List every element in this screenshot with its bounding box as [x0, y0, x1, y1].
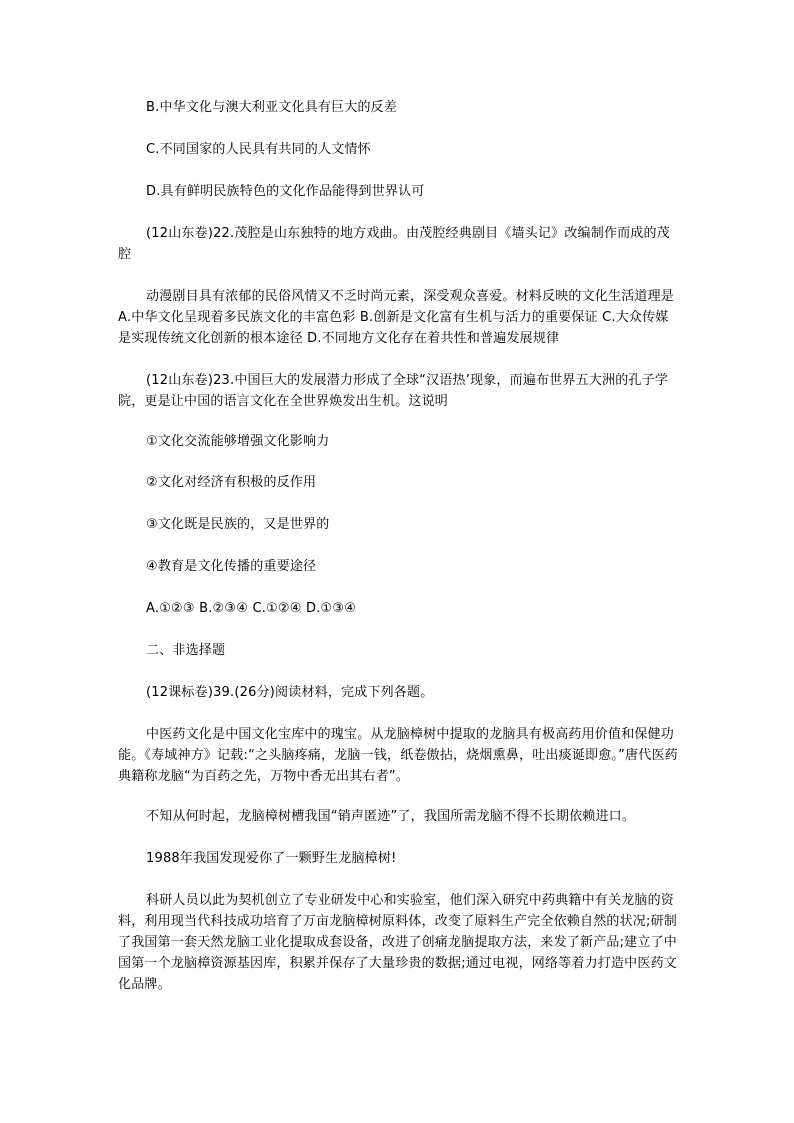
option-b: B.中华文化与澳大利亚文化具有巨大的反差 [146, 100, 398, 115]
material-paragraph-4: 科研人员以此为契机创立了专业研发中心和实验室，他们深入研究中药典籍中有关龙脑的资料，利用现当代科技成功培育了万亩龙脑樟树原料体，改变了原料生产完全依赖自然的状况;研制了我国第一套天然龙脑工业化提取成套设备，改进了创痛龙脑提取方法，来发了新产品;建立了中国第一个龙脑樟资源基因库，积累并保存了大量珍贵的数据;通过电视，网络等着力打造中医药文化品牌。 [118, 893, 677, 992]
question-22-body: 动漫剧目具有浓郁的民俗风情又不乏时尚元素，深受观众喜爱。材料反映的文化生活道理是 A.中华文化呈现着多民族文化的丰富色彩 B.创新是文化富有生机与活力的重要保证 C.大众传媒是实现传统文化创新的根本途径 D.不同地方文化存在着共性和普遍发展规律 [118, 289, 675, 346]
statement-2: ②文化对经济有积极的反作用 [146, 475, 317, 490]
material-paragraph-3: 1988年我国发现爱你了一颗野生龙脑樟树! [146, 851, 397, 866]
statement-4: ④教育是文化传播的重要途径 [146, 559, 317, 574]
section-heading: 二、非选择题 [146, 643, 226, 658]
question-39-stem: (12课标卷)39.(26分)阅读材料，完成下列各题。 [146, 685, 434, 700]
material-paragraph-2: 不知从何时起，龙脑樟树槽我国“销声匿迹”了，我国所需龙脑不得不长期依赖进口。 [146, 809, 636, 824]
option-d: D.具有鲜明民族特色的文化作品能得到世界认可 [146, 184, 425, 199]
question-23-stem: (12山东卷)23.中国巨大的发展潜力形成了全球“汉语热’现象，而遍布世界五大洲的孔子学院，更是让中国的语言文化在全世界焕发出生机。这说明 [118, 373, 669, 409]
option-c: C.不同国家的人民具有共同的人文情怀 [146, 142, 371, 157]
question-22-stem: (12山东卷)22.茂腔是山东独特的地方戏曲。由茂腔经典剧目《墙头记》改编制作而成的茂腔 [118, 226, 670, 262]
statement-3: ③文化既是民族的，又是世界的 [146, 517, 330, 532]
material-paragraph-1: 中医药文化是中国文化宝库中的瑰宝。从龙脑樟树中提取的龙脑具有极高药用价值和保健功能。《寿域神方》记载:“之头脑疼痛，龙脑一钱，纸卷傲拈，烧烟熏鼻，吐出痰诞即愈。”唐代医药典籍称龙脑“为百药之先，万物中香无出其右者”。 [118, 727, 678, 784]
statement-1: ①文化交流能够增强文化影响力 [146, 434, 330, 449]
question-23-options: A.①②③ B.②③④ C.①②④ D.①③④ [146, 601, 357, 616]
